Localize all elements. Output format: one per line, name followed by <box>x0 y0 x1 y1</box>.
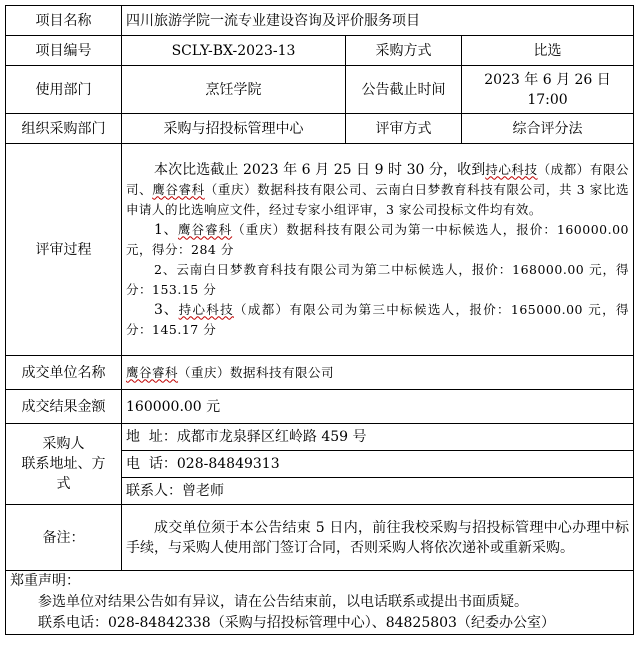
winner-value: 鹰谷睿科（重庆）数据科技有限公司 <box>122 356 634 390</box>
row-review <box>6 144 634 356</box>
review-content <box>122 144 634 356</box>
row-project-no <box>6 36 634 66</box>
row-contact-address <box>6 424 634 451</box>
purchase-method-value: 比选 <box>462 36 634 66</box>
review-item-1: 1、鹰谷睿科（重庆）数据科技有限公司为第一中标候选人，报价：160000.00 元，得分：284 分 <box>126 221 629 257</box>
company-yinggu-name: 鹰谷睿科 <box>152 181 205 197</box>
review-method-label: 评审方式 <box>346 114 462 144</box>
amount-value: 160000.00 元 <box>122 390 634 424</box>
announcement-table <box>5 5 634 635</box>
project-no-value: SCLY-BX-2023-13 <box>122 36 346 66</box>
row-notice <box>6 571 634 635</box>
department-label: 使用部门 <box>6 66 122 114</box>
review-label: 评审过程 <box>6 144 122 356</box>
notice-line-2: 联系电话：028-84842338（采购与招投标管理中心）、84825803（纪委办公室） <box>38 615 555 631</box>
review-item-3: 3、持心科技（成都）有限公司为第三中标候选人，报价：165000.00 元，得分：145.17 分 <box>126 301 629 337</box>
notice-line-1: 参选单位对结果公告如有异议，请在公告结束前，以电话联系或提出书面质疑。 <box>38 594 528 610</box>
row-organizer <box>6 114 634 144</box>
notice-title: 郑重声明： <box>10 573 80 589</box>
contact-phone: 电 话：028-84849313 <box>122 451 634 478</box>
deadline-time: 17:00 <box>527 91 568 108</box>
deadline-label: 公告截止时间 <box>346 66 462 114</box>
contact-address: 地 址：成都市龙泉驿区红岭路 459 号 <box>122 424 634 451</box>
organizer-label: 组织采购部门 <box>6 114 122 144</box>
row-amount <box>6 390 634 424</box>
notice-block <box>6 571 634 635</box>
organizer-value: 采购与招投标管理中心 <box>122 114 346 144</box>
contact-person: 联系人：曾老师 <box>122 478 634 505</box>
row-winner <box>6 356 634 390</box>
row-project-name <box>6 6 634 36</box>
remark-label: 备注： <box>6 505 122 571</box>
department-value: 烹饪学院 <box>122 66 346 114</box>
review-item-2: 2、云南白日梦教育科技有限公司为第二中标候选人，报价：168000.00 元，得分：153.15 分 <box>126 261 629 297</box>
row-remark <box>6 505 634 571</box>
review-intro: 本次比选截止 2023 年 6 月 25 日 9 时 30 分，收到持心科技（成都）有限公司、鹰谷睿科（重庆）数据科技有限公司、云南白日梦教育科技有限公司，共 3 家比选申请人的比选响应文件，经过专家小组评审，3 家公司投标文件均有效。 <box>126 161 629 217</box>
project-no-label: 项目编号 <box>6 36 122 66</box>
deadline-date: 2023 年 6 月 26 日 <box>484 71 611 88</box>
review-method-value: 综合评分法 <box>462 114 634 144</box>
contact-label: 采购人 联系地址、方 式 <box>6 424 122 505</box>
purchase-method-label: 采购方式 <box>346 36 462 66</box>
row-department <box>6 66 634 114</box>
deadline-value <box>462 66 634 114</box>
winner-label: 成交单位名称 <box>6 356 122 390</box>
project-name-label: 项目名称 <box>6 6 122 36</box>
company-chixin-name: 持心科技 <box>485 161 538 177</box>
remark-value: 成交单位须于本公告结束 5 日内，前往我校采购与招投标管理中心办理中标手续，与采购人使用部门签订合同，否则采购人将依次递补或重新采购。 <box>122 505 634 571</box>
project-name-value: 四川旅游学院一流专业建设咨询及评价服务项目 <box>122 6 634 36</box>
amount-label: 成交结果金额 <box>6 390 122 424</box>
